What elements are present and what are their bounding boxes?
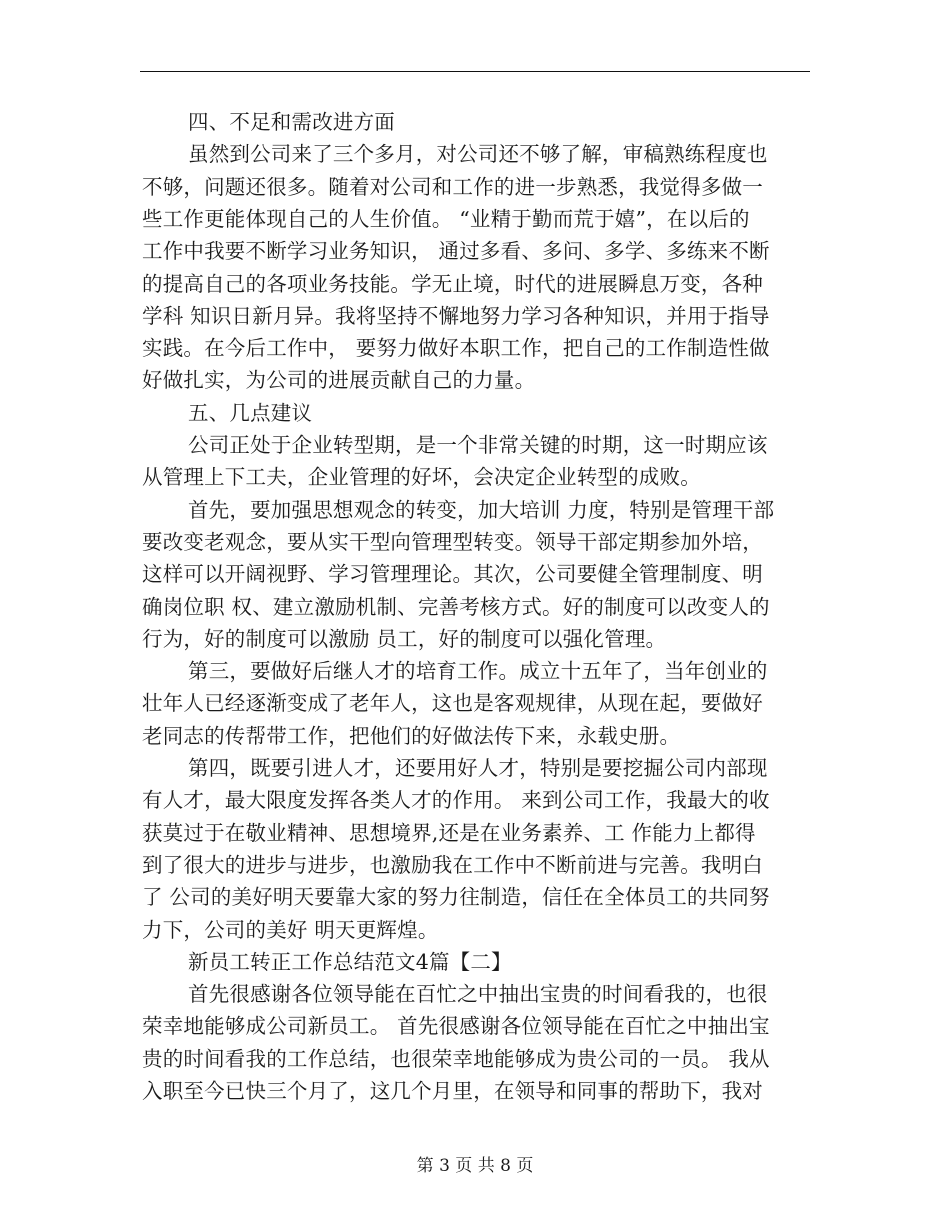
body-text-line: 贵的时间看我的工作总结，也很荣幸地能够成为贵公司的一员。 我从	[142, 1046, 770, 1071]
body-text-line: 第四，既要引进人才，还要用好人才，特别是要挖掘公司内部现	[188, 756, 768, 780]
body-text-line: 力下，公司的美好 明天更辉煌。	[142, 917, 439, 942]
body-text-line: 第三，要做好后继人才的培育工作。成立十五年了，当年创业的	[188, 659, 768, 684]
body-text-line: 虽然到公司来了三个多月，对公司还不够了解，审稿熟练程度也	[188, 142, 768, 167]
page-number: 第 3 页 共 8 页	[416, 1156, 534, 1176]
body-text-line: 从管理上下工夫，企业管理的好坏，会决定企业转型的成败。	[142, 465, 701, 490]
section-heading: 四、不足和需改进方面	[188, 110, 395, 134]
body-text-line: 确岗位职 权、建立激励机制、完善考核方式。好的制度可以改变人的	[142, 594, 770, 619]
body-text-line: 学科 知识日新月异。我将坚持不懈地努力学习各种知识，并用于指导	[142, 303, 770, 328]
header-rule	[140, 71, 810, 72]
body-text-line: 荣幸地能够成公司新员工。 首先很感谢各位领导能在百忙之中抽出宝	[142, 1014, 770, 1039]
body-text-line: 获莫过于在敬业精神、思想境界,还是在业务素养、工 作能力上都得	[142, 820, 756, 845]
body-text-line: 到了很大的进步与进步，也激励我在工作中不断前进与完善。我明白	[142, 852, 763, 877]
body-text-line: 这样可以开阔视野、学习管理理论。其次，公司要健全管理制度、明	[142, 562, 763, 587]
body-text-line: 首先，要加强思想观念的转变，加大培训 力度，特别是管理干部	[188, 497, 775, 522]
body-text-line: 工作中我要不断学习业务知识， 通过多看、多问、多学、多练来不断	[142, 239, 770, 264]
body-text-line: 行为，好的制度可以激励 员工，好的制度可以强化管理。	[142, 626, 667, 651]
body-text-line: 公司正处于企业转型期，是一个非常关键的时期，这一时期应该	[188, 433, 768, 457]
body-text-line: 有人才，最大限度发挥各类人才的作用。 来到公司工作，我最大的收	[142, 788, 770, 813]
body-text-line: 首先很感谢各位领导能在百忙之中抽出宝贵的时间看我的，也很	[188, 982, 768, 1007]
body-text-line: 入职至今已快三个月了，这几个月里，在领导和同事的帮助下，我对	[142, 1079, 763, 1103]
body-text-line: 壮年人已经逐渐变成了老年人，这也是客观规律，从现在起，要做好	[142, 691, 763, 716]
body-text-line: 了 公司的美好明天要靠大家的努力往制造，信任在全体员工的共同努	[142, 885, 770, 910]
body-text-line: 些工作更能体现自己的人生价值。 “业精于勤而荒于嬉”，在以后的	[142, 206, 750, 231]
body-text-line: 老同志的传帮带工作，把他们的好做法传下来，永载史册。	[142, 723, 681, 748]
section-heading: 新员工转正工作总结范文4篇【二】	[188, 949, 512, 974]
body-text-line: 的提高自己的各项业务技能。学无止境，时代的进展瞬息万变，各种	[142, 271, 763, 296]
section-heading: 五、几点建议	[188, 400, 313, 425]
body-text-line: 要改变老观念，要从实干型向管理型转变。领导干部定期参加外培，	[142, 529, 763, 554]
body-text-line: 好做扎实，为公司的进展贡献自己的力量。	[142, 368, 536, 393]
body-text-line: 实践。在今后工作中， 要努力做好本职工作，把自己的工作制造性做	[142, 336, 770, 361]
body-text-line: 不够，问题还很多。随着对公司和工作的进一步熟悉，我觉得多做一	[142, 174, 763, 199]
